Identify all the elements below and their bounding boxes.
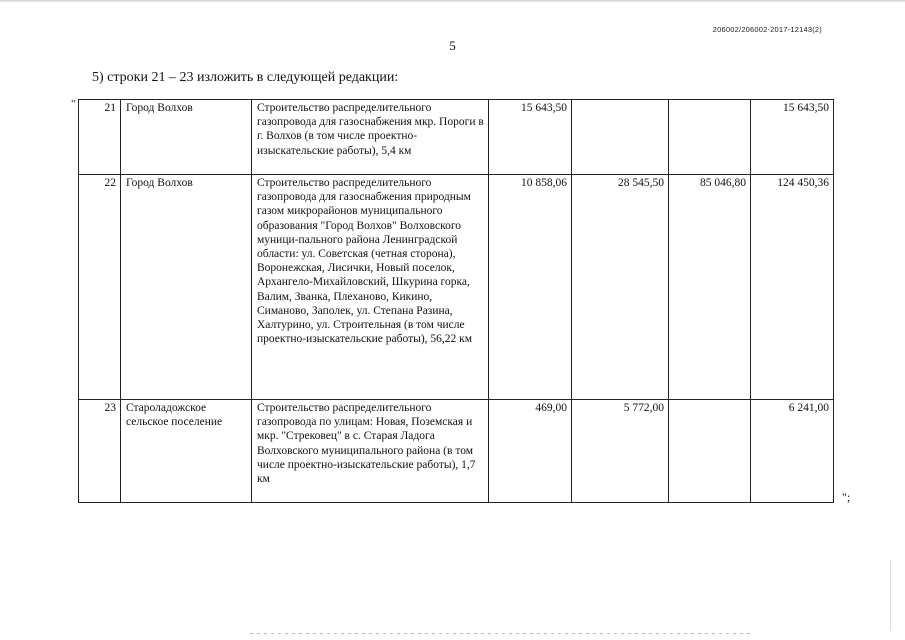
amount-3-cell	[669, 400, 751, 503]
opening-quote: "	[71, 98, 76, 110]
scan-top-edge	[0, 0, 905, 3]
scan-right-artifact	[890, 560, 891, 630]
total-cell: 124 450,36	[751, 175, 834, 400]
amendment-table	[78, 99, 834, 503]
municipality-cell: Город Волхов	[121, 175, 252, 400]
description-cell: Строительство распределительного газопровода для газоснабжения мкр. Пороги в г. Волхов (в том числе проектно-изыскательские работы), 5,4 км	[252, 100, 489, 175]
amount-2-cell: 5 772,00	[572, 400, 669, 503]
municipality-cell: Город Волхов	[121, 100, 252, 175]
amount-1-cell: 469,00	[489, 400, 572, 503]
scan-bottom-artifact	[250, 633, 750, 634]
row-number: 23	[79, 400, 121, 503]
amount-3-cell	[669, 100, 751, 175]
total-cell: 6 241,00	[751, 400, 834, 503]
amount-2-cell	[572, 100, 669, 175]
amount-1-cell: 10 858,06	[489, 175, 572, 400]
amount-1-cell: 15 643,50	[489, 100, 572, 175]
document-id: 206002/206002-2017-12143(2)	[712, 25, 822, 34]
row-number: 22	[79, 175, 121, 400]
row-number: 21	[79, 100, 121, 175]
table-row	[79, 100, 834, 175]
table-row	[79, 400, 834, 503]
description-cell: Строительство распределительного газопровода для газоснабжения природным газом микрорайонов муниципального образования "Город Волхов" Волховского муници-пального района Ленинградской области: ул. Советская (четная сторона), Воронежская, Лисички, Новый поселок, Архангело-Михайловский, Шкурина горка, Валим, Званка, Плеханово, Кикино, Симаново, Заполек, ул. Степана Разина, Халтурино, ул. Строительная (в том числе проектно-изыскательские работы), 56,22 км	[252, 175, 489, 400]
page-number: 5	[449, 38, 456, 53]
table-row	[79, 175, 834, 400]
total-cell: 15 643,50	[751, 100, 834, 175]
closing-quote: ";	[842, 490, 851, 504]
amount-3-cell: 85 046,80	[669, 175, 751, 400]
amount-2-cell: 28 545,50	[572, 175, 669, 400]
amendment-intro: 5) строки 21 – 23 изложить в следующей редакции:	[92, 70, 399, 85]
municipality-cell: Староладожское сельское поселение	[121, 400, 252, 503]
description-cell: Строительство распределительного газопровода по улицам: Новая, Поземская и мкр. "Стрековец" в с. Старая Ладога Волховского муниципального района (в том числе проектно-изыскательские работы), 1,7 км	[252, 400, 489, 503]
